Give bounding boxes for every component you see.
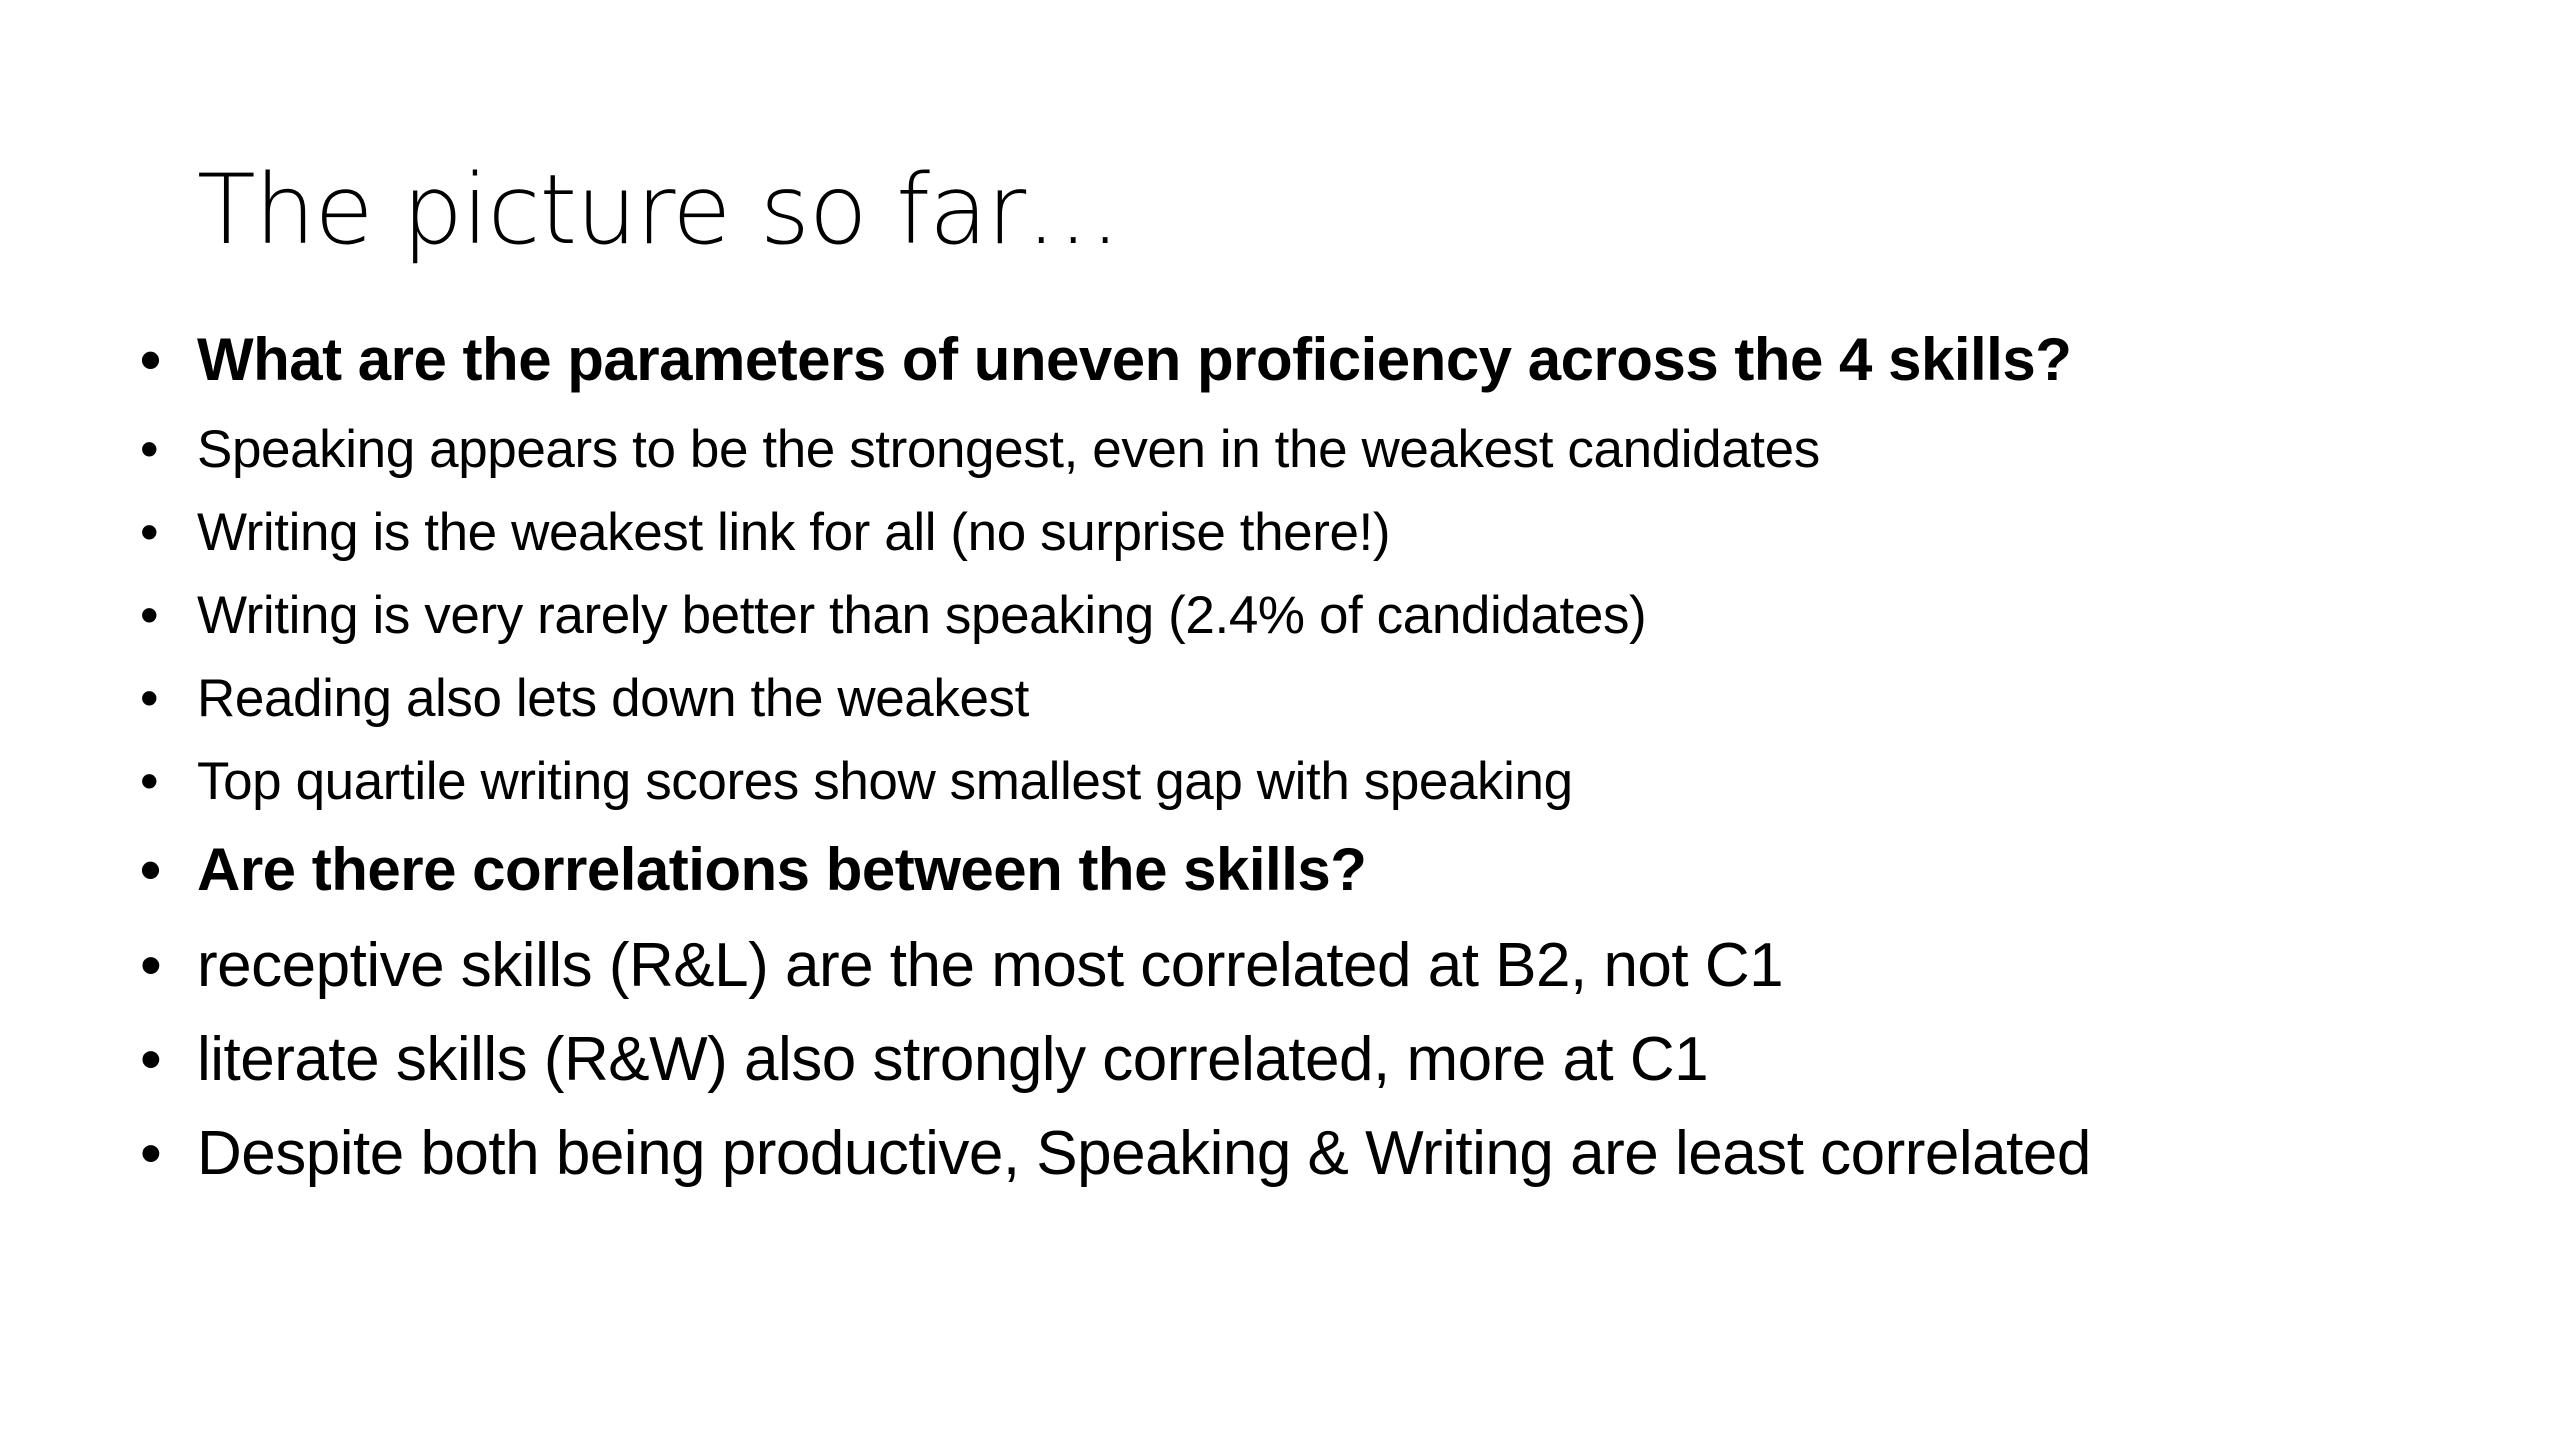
bullet-item: [140, 418, 1820, 482]
bullet-text: Despite both being productive, Speaking & Writing are least correlated: [197, 1119, 2091, 1188]
bullet-text: Speaking appears to be the strongest, even in the weakest candidates: [197, 420, 1820, 479]
bullet-text: Writing is the weakest link for all (no surprise there!): [197, 503, 1391, 562]
bullet-text: receptive skills (R&L) are the most correlated at B2, not C1: [197, 931, 1784, 1000]
slide-title: The picture so far…: [197, 154, 1121, 266]
bullet-item: [140, 584, 1646, 648]
bullet-text: Writing is very rarely better than speaking (2.4% of candidates): [197, 586, 1647, 645]
bullet-item: [140, 501, 1390, 565]
bullet-icon: •: [140, 420, 159, 479]
bullet-item: [140, 750, 1573, 814]
bullet-item: [140, 1118, 2091, 1190]
bullet-text: Are there correlations between the skills?: [197, 836, 1367, 903]
bullet-icon: •: [140, 1119, 162, 1188]
bullet-text: What are the parameters of uneven proficiency across the 4 skills?: [197, 326, 2072, 393]
bullet-icon: •: [140, 1025, 162, 1094]
bullet-text: Reading also lets down the weakest: [197, 669, 1029, 728]
bullet-icon: •: [140, 586, 159, 645]
bullet-icon: •: [140, 326, 161, 393]
bullet-item: [140, 667, 1029, 731]
bullet-icon: •: [140, 931, 162, 1000]
bullet-icon: •: [140, 836, 161, 903]
bullet-item: [140, 1024, 1708, 1096]
bullet-icon: •: [140, 503, 159, 562]
bullet-text: Top quartile writing scores show smallest gap with speaking: [197, 752, 1573, 811]
bullet-icon: •: [140, 669, 159, 728]
bullet-item: [140, 325, 2071, 395]
bullet-item: [140, 930, 1783, 1002]
bullet-item: [140, 835, 1366, 905]
bullet-text: literate skills (R&W) also strongly correlated, more at C1: [197, 1025, 1709, 1094]
bullet-icon: •: [140, 752, 159, 811]
